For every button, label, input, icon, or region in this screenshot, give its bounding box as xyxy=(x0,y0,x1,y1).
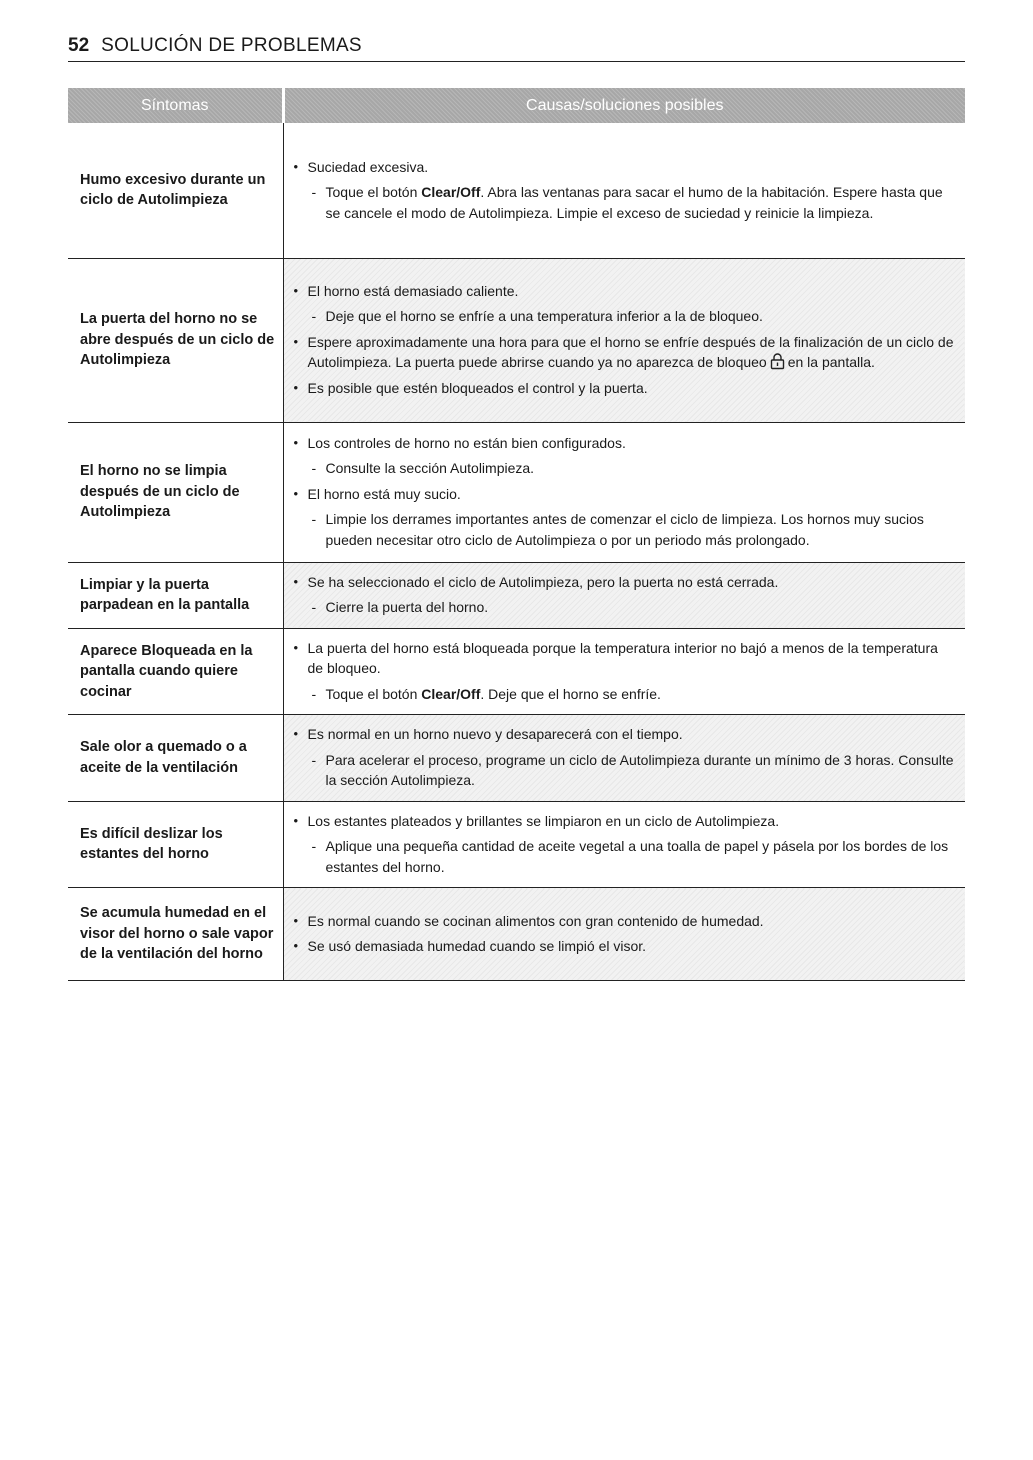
solution-cell xyxy=(283,422,965,562)
bullet-marker: • xyxy=(293,158,299,174)
table-row xyxy=(68,123,965,258)
bullet-marker: • xyxy=(293,485,299,501)
lock-icon xyxy=(770,353,785,370)
cause-text: Se ha seleccionado el ciclo de Autolimpieza, pero la puerta no está cerrada. xyxy=(307,573,779,590)
cause-text: Es normal en un horno nuevo y desaparecerá con el tiempo. xyxy=(307,726,683,742)
bullet-marker: • xyxy=(293,639,299,655)
table-row xyxy=(68,628,965,715)
solution-text: . Abra las ventanas para sacar el humo de la habitación. Espere hasta que se cancele el modo de Autolimpieza. Limpie el exceso de suciedad y reinicie la limpieza. xyxy=(325,184,943,221)
bullet-marker: • xyxy=(293,726,299,741)
cause-text: Se usó demasiada humedad cuando se limpió el visor. xyxy=(307,938,647,954)
table-row xyxy=(68,562,965,628)
cause-item xyxy=(290,281,956,302)
solution-item xyxy=(290,836,956,877)
bullet-marker: • xyxy=(293,912,299,928)
button-name: Clear/Off xyxy=(421,685,481,702)
cause-item xyxy=(290,638,956,679)
dash-marker: - xyxy=(311,184,317,200)
solution-cell xyxy=(283,562,965,628)
solution-text: Limpie los derrames importantes antes de comenzar el ciclo de limpieza. Los hornos muy sucios pueden necesitar otro ciclo de Autolimpieza o por un periodo más prolongado. xyxy=(325,511,924,548)
cause-text: Es normal cuando se cocinan alimentos con gran contenido de humedad. xyxy=(307,912,764,929)
cause-item xyxy=(290,332,956,373)
symptom-cell: Limpiar y la puerta parpadean en la pantalla xyxy=(68,562,283,628)
dash-marker: - xyxy=(311,308,317,325)
dash-marker: - xyxy=(311,511,317,528)
solution-text: Consulte la sección Autolimpieza. xyxy=(325,460,535,477)
cause-text: Espere aproximadamente una hora para que el horno se enfríe después de la finalización de un ciclo de Autolimpieza. La puerta puede abrirse cuando ya no aparezca de bloqueo xyxy=(307,333,954,371)
symptom-cell: Se acumula humedad en el visor del horno o sale vapor de la ventilación del horno xyxy=(68,888,283,981)
solution-text: . Deje que el horno se enfríe. xyxy=(480,685,661,702)
solution-cell xyxy=(283,715,965,802)
cause-item xyxy=(290,724,956,745)
page-header xyxy=(68,34,965,62)
solution-cell xyxy=(283,258,965,422)
solution-cell xyxy=(283,123,965,258)
cause-text: La puerta del horno está bloqueada porque la temperatura interior no bajó a menos de la temperatura de bloqueo. xyxy=(307,639,938,676)
bullet-marker: • xyxy=(293,282,299,298)
section-title: SOLUCIÓN DE PROBLEMAS xyxy=(101,35,362,56)
cause-text: El horno está muy sucio. xyxy=(307,485,461,502)
cause-item xyxy=(290,936,956,957)
dash-marker: - xyxy=(311,838,317,854)
bullet-marker: • xyxy=(293,333,299,349)
solution-text: Deje que el horno se enfríe a una temperatura inferior a la de bloqueo. xyxy=(325,308,763,325)
cause-item xyxy=(290,572,956,593)
table-row xyxy=(68,422,965,562)
dash-marker: - xyxy=(311,685,317,702)
table-row xyxy=(68,801,965,888)
solution-text: Para acelerar el proceso, programe un ciclo de Autolimpieza durante un mínimo de 3 horas. Consulte la sección Autolimpieza. xyxy=(325,751,954,788)
symptom-cell: Aparece Bloqueada en la pantalla cuando quiere cocinar xyxy=(68,628,283,715)
bullet-marker: • xyxy=(293,434,299,450)
bullet-marker: • xyxy=(293,812,299,828)
table-row xyxy=(68,888,965,981)
solution-text: Toque el botón xyxy=(325,184,422,200)
solution-cell xyxy=(283,888,965,981)
dash-marker: - xyxy=(311,599,317,615)
column-header-symptoms: Síntomas xyxy=(68,88,283,123)
solution-text: Toque el botón xyxy=(325,685,422,702)
cause-text: El horno está demasiado caliente. xyxy=(307,282,519,299)
cause-text: Suciedad excesiva. xyxy=(307,158,429,175)
cause-text: Es posible que estén bloqueados el control y la puerta. xyxy=(307,379,648,396)
bullet-marker: • xyxy=(293,379,299,395)
cause-text: en la pantalla. xyxy=(787,354,875,371)
solution-item xyxy=(290,684,956,705)
solution-item xyxy=(290,306,956,327)
cause-item xyxy=(290,433,956,454)
symptom-cell: La puerta del horno no se abre después de un ciclo de Autolimpieza xyxy=(68,258,283,422)
solution-text: Aplique una pequeña cantidad de aceite vegetal a una toalla de papel y pásela por los bordes de los estantes del horno. xyxy=(325,838,949,875)
cause-item xyxy=(290,811,956,832)
cause-text: Los controles de horno no están bien configurados. xyxy=(307,434,626,451)
solution-text: Cierre la puerta del horno. xyxy=(325,599,489,615)
bullet-marker: • xyxy=(293,573,299,589)
solution-item xyxy=(290,458,956,479)
solution-cell xyxy=(283,628,965,715)
cause-text: Los estantes plateados y brillantes se limpiaron en un ciclo de Autolimpieza. xyxy=(307,812,780,829)
page-number: 52 xyxy=(68,35,90,56)
column-header-causes: Causas/soluciones posibles xyxy=(283,88,965,123)
solution-item xyxy=(290,509,956,550)
symptom-cell: Sale olor a quemado o a aceite de la ventilación xyxy=(68,715,283,802)
bullet-marker: • xyxy=(293,938,299,953)
solution-item xyxy=(290,597,956,618)
solution-item xyxy=(290,182,956,223)
symptom-cell: Humo excesivo durante un ciclo de Autolimpieza xyxy=(68,123,283,258)
symptom-cell: Es difícil deslizar los estantes del horno xyxy=(68,801,283,888)
dash-marker: - xyxy=(311,751,317,768)
troubleshooting-table xyxy=(68,88,965,981)
table-row xyxy=(68,258,965,422)
table-row xyxy=(68,715,965,802)
cause-item xyxy=(290,484,956,505)
cause-item xyxy=(290,157,956,178)
table-header-row xyxy=(68,88,965,123)
button-name: Clear/Off xyxy=(421,184,481,200)
cause-item xyxy=(290,378,956,399)
symptom-cell: El horno no se limpia después de un ciclo de Autolimpieza xyxy=(68,422,283,562)
solution-item xyxy=(290,750,956,791)
cause-item xyxy=(290,911,956,932)
dash-marker: - xyxy=(311,460,317,477)
solution-cell xyxy=(283,801,965,888)
